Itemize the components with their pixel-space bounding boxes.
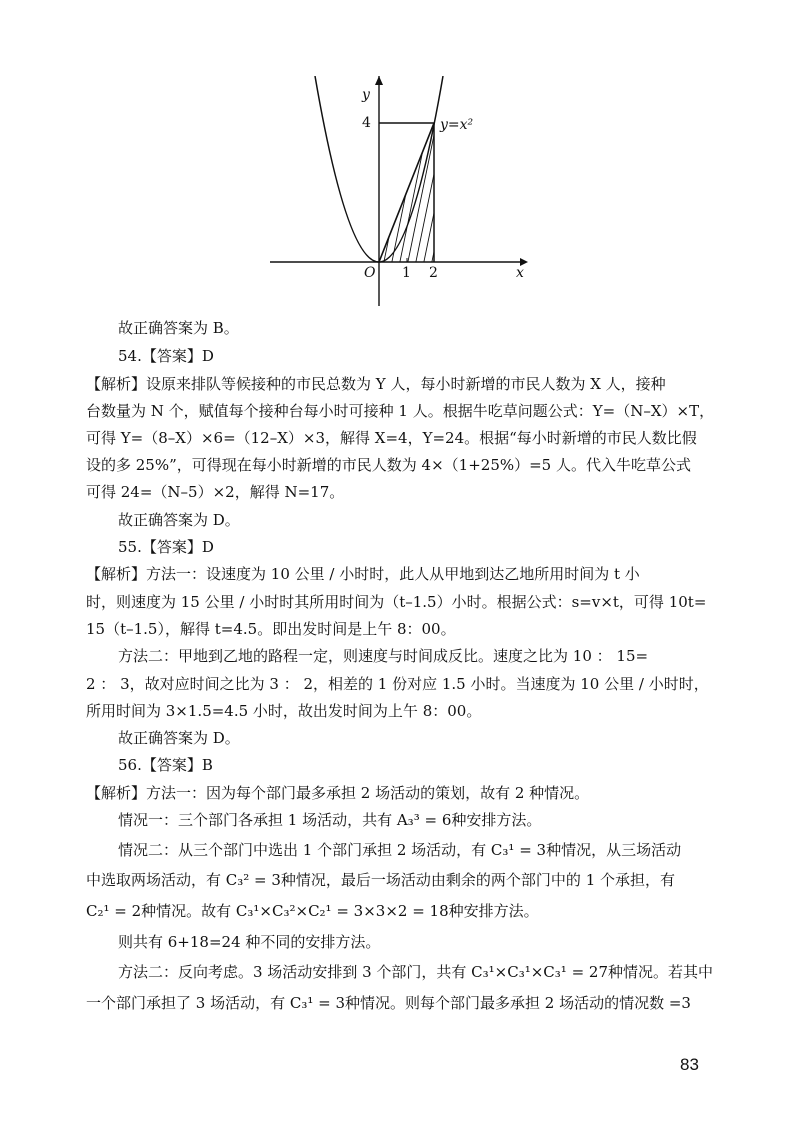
x-axis-label: x: [516, 265, 524, 281]
x-tick-2-label: 2: [429, 265, 438, 281]
text-line: 15（t–1.5），解得 t=4.5。即出发时间是上午 8：00。: [86, 620, 456, 638]
parabola-figure: [270, 76, 540, 308]
text-line: 方法二：甲地到乙地的路程一定，则速度与时间成反比。速度之比为 10 ： 15=: [118, 647, 649, 665]
text-line: 【解析】方法一：因为每个部门最多承担 2 场活动的策划，故有 2 种情况。: [86, 784, 590, 802]
text-line: 所用时间为 3×1.5=4.5 小时，故出发时间为上午 8：00。: [86, 702, 482, 720]
y-axis-arrow: [375, 76, 383, 85]
text-line: 一个部门承担了 3 场活动，有 C₃¹ = 3种情况。则每个部门最多承担 2 场活动的情况数 =3: [86, 994, 691, 1012]
text-line: 可得 24=（N–5）×2，解得 N=17。: [86, 483, 345, 501]
text-line: 故正确答案为 D。: [118, 729, 240, 747]
x-tick-1-label: 1: [402, 265, 411, 281]
y-axis-label: y: [362, 87, 370, 103]
origin-label: O: [364, 265, 376, 281]
page-number: 83: [680, 1055, 699, 1074]
chord-line: [379, 123, 434, 262]
text-line: 【解析】设原来排队等候接种的市民总数为 Y 人，每小时新增的市民人数为 X 人，接种: [86, 375, 666, 393]
text-line: 方法二：反向考虑。3 场活动安排到 3 个部门，共有 C₃¹×C₃¹×C₃¹ = 27种情况。若其中: [118, 963, 714, 981]
text-line: 2 ： 3，故对应时间之比为 3 ： 2，相差的 1 份对应 1.5 小时。当速度为 10 公里 / 小时时，: [86, 675, 709, 693]
y-tick-4-label: 4: [362, 115, 371, 131]
text-line: 故正确答案为 D。: [118, 511, 240, 529]
answer-heading-55: 55.【答案】D: [118, 538, 214, 556]
curve-label: y=x²: [440, 117, 474, 133]
text-line: 时，则速度为 15 公里 / 小时时其所用时间为（t–1.5）小时。根据公式：s=v×t，可得 10t=: [86, 593, 707, 611]
text-line: 则共有 6+18=24 种不同的安排方法。: [118, 933, 381, 951]
text-line: 可得 Y=（8–X）×6=（12–X）×3，解得 X=4，Y=24。根据“每小时新增的市民人数比假: [86, 429, 697, 447]
text-line: 情况二：从三个部门中选出 1 个部门承担 2 场活动，有 C₃¹ = 3种情况，从三场活动: [118, 841, 682, 859]
text-line: 【解析】方法一：设速度为 10 公里 / 小时时，此人从甲地到达乙地所用时间为 t 小: [86, 565, 640, 583]
answer-heading-56: 56.【答案】B: [118, 756, 213, 774]
text-line: 设的多 25%”，可得现在每小时新增的市民人数为 4×（1+25%）=5 人。代入牛吃草公式: [86, 456, 691, 474]
text-line: 情况一：三个部门各承担 1 场活动，共有 A₃³ = 6种安排方法。: [118, 811, 542, 829]
text-line: 中选取两场活动，有 C₃² = 3种情况，最后一场活动由剩余的两个部门中的 1 个承担，有: [86, 871, 676, 889]
text-line: 故正确答案为 B。: [118, 319, 239, 337]
answer-heading-54: 54.【答案】D: [118, 347, 214, 365]
text-line: C₂¹ = 2种情况。故有 C₃¹×C₃²×C₂¹ = 3×3×2 = 18种安排方法。: [86, 902, 539, 920]
text-line: 台数量为 N 个，赋值每个接种台每小时可接种 1 人。根据牛吃草问题公式：Y=（N–X）×T，: [86, 402, 715, 420]
